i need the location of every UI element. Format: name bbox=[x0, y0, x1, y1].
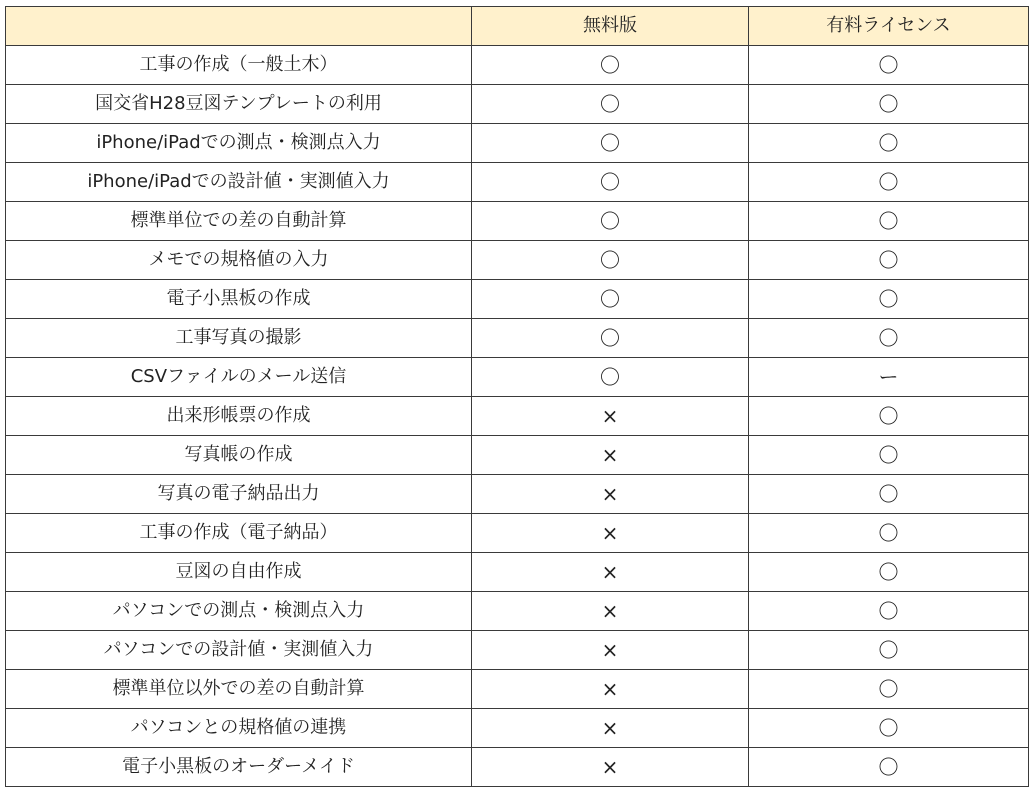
table-row bbox=[6, 592, 1029, 631]
feature-cell: 工事の作成（電子納品） bbox=[6, 514, 472, 553]
header-paid-license: 有料ライセンス bbox=[749, 7, 1029, 46]
feature-cell: 電子小黒板のオーダーメイド bbox=[6, 748, 472, 787]
free-availability-cell: × bbox=[472, 553, 749, 592]
feature-cell: 写真帳の作成 bbox=[6, 436, 472, 475]
feature-cell: 標準単位での差の自動計算 bbox=[6, 202, 472, 241]
table-body bbox=[6, 46, 1029, 787]
paid-availability-cell: 〇 bbox=[749, 670, 1029, 709]
table-row bbox=[6, 709, 1029, 748]
table-row bbox=[6, 631, 1029, 670]
feature-cell: 標準単位以外での差の自動計算 bbox=[6, 670, 472, 709]
paid-availability-cell: 〇 bbox=[749, 436, 1029, 475]
table-row bbox=[6, 202, 1029, 241]
paid-availability-cell: 〇 bbox=[749, 280, 1029, 319]
table-row bbox=[6, 163, 1029, 202]
table-row bbox=[6, 436, 1029, 475]
free-availability-cell: 〇 bbox=[472, 46, 749, 85]
table-row bbox=[6, 358, 1029, 397]
feature-cell: 出来形帳票の作成 bbox=[6, 397, 472, 436]
paid-availability-cell: 〇 bbox=[749, 163, 1029, 202]
free-availability-cell: × bbox=[472, 514, 749, 553]
free-availability-cell: 〇 bbox=[472, 85, 749, 124]
table-row bbox=[6, 280, 1029, 319]
free-availability-cell: × bbox=[472, 436, 749, 475]
feature-cell: CSVファイルのメール送信 bbox=[6, 358, 472, 397]
header-free-version: 無料版 bbox=[472, 7, 749, 46]
table-row bbox=[6, 241, 1029, 280]
feature-comparison-table bbox=[5, 6, 1029, 787]
feature-cell: メモでの規格値の入力 bbox=[6, 241, 472, 280]
paid-availability-cell: 〇 bbox=[749, 46, 1029, 85]
feature-cell: パソコンでの測点・検測点入力 bbox=[6, 592, 472, 631]
free-availability-cell: 〇 bbox=[472, 319, 749, 358]
feature-cell: iPhone/iPadでの測点・検測点入力 bbox=[6, 124, 472, 163]
free-availability-cell: 〇 bbox=[472, 124, 749, 163]
free-availability-cell: × bbox=[472, 670, 749, 709]
feature-cell: パソコンでの設計値・実測値入力 bbox=[6, 631, 472, 670]
free-availability-cell: 〇 bbox=[472, 241, 749, 280]
table-row bbox=[6, 46, 1029, 85]
free-availability-cell: × bbox=[472, 631, 749, 670]
free-availability-cell: 〇 bbox=[472, 358, 749, 397]
free-availability-cell: 〇 bbox=[472, 280, 749, 319]
feature-cell: 工事写真の撮影 bbox=[6, 319, 472, 358]
table-row bbox=[6, 748, 1029, 787]
paid-availability-cell: 〇 bbox=[749, 475, 1029, 514]
table-header-row bbox=[6, 7, 1029, 46]
paid-availability-cell: 〇 bbox=[749, 241, 1029, 280]
feature-cell: 国交省H28豆図テンプレートの利用 bbox=[6, 85, 472, 124]
feature-cell: 工事の作成（一般土木） bbox=[6, 46, 472, 85]
free-availability-cell: × bbox=[472, 748, 749, 787]
table-row bbox=[6, 475, 1029, 514]
paid-availability-cell: 〇 bbox=[749, 319, 1029, 358]
free-availability-cell: 〇 bbox=[472, 163, 749, 202]
paid-availability-cell: 〇 bbox=[749, 748, 1029, 787]
free-availability-cell: × bbox=[472, 475, 749, 514]
paid-availability-cell: 〇 bbox=[749, 631, 1029, 670]
table-row bbox=[6, 514, 1029, 553]
paid-availability-cell: 〇 bbox=[749, 124, 1029, 163]
free-availability-cell: × bbox=[472, 397, 749, 436]
feature-cell: パソコンとの規格値の連携 bbox=[6, 709, 472, 748]
free-availability-cell: × bbox=[472, 709, 749, 748]
paid-availability-cell: 〇 bbox=[749, 397, 1029, 436]
feature-cell: 豆図の自由作成 bbox=[6, 553, 472, 592]
table-row bbox=[6, 670, 1029, 709]
paid-availability-cell: 〇 bbox=[749, 202, 1029, 241]
free-availability-cell: × bbox=[472, 592, 749, 631]
table-row bbox=[6, 553, 1029, 592]
feature-cell: 電子小黒板の作成 bbox=[6, 280, 472, 319]
table-row bbox=[6, 319, 1029, 358]
table-row bbox=[6, 397, 1029, 436]
paid-availability-cell: 〇 bbox=[749, 553, 1029, 592]
feature-cell: 写真の電子納品出力 bbox=[6, 475, 472, 514]
paid-availability-cell: ー bbox=[749, 358, 1029, 397]
feature-cell: iPhone/iPadでの設計値・実測値入力 bbox=[6, 163, 472, 202]
paid-availability-cell: 〇 bbox=[749, 85, 1029, 124]
paid-availability-cell: 〇 bbox=[749, 592, 1029, 631]
header-feature bbox=[6, 7, 472, 46]
paid-availability-cell: 〇 bbox=[749, 709, 1029, 748]
paid-availability-cell: 〇 bbox=[749, 514, 1029, 553]
table-row bbox=[6, 85, 1029, 124]
table-row bbox=[6, 124, 1029, 163]
free-availability-cell: 〇 bbox=[472, 202, 749, 241]
